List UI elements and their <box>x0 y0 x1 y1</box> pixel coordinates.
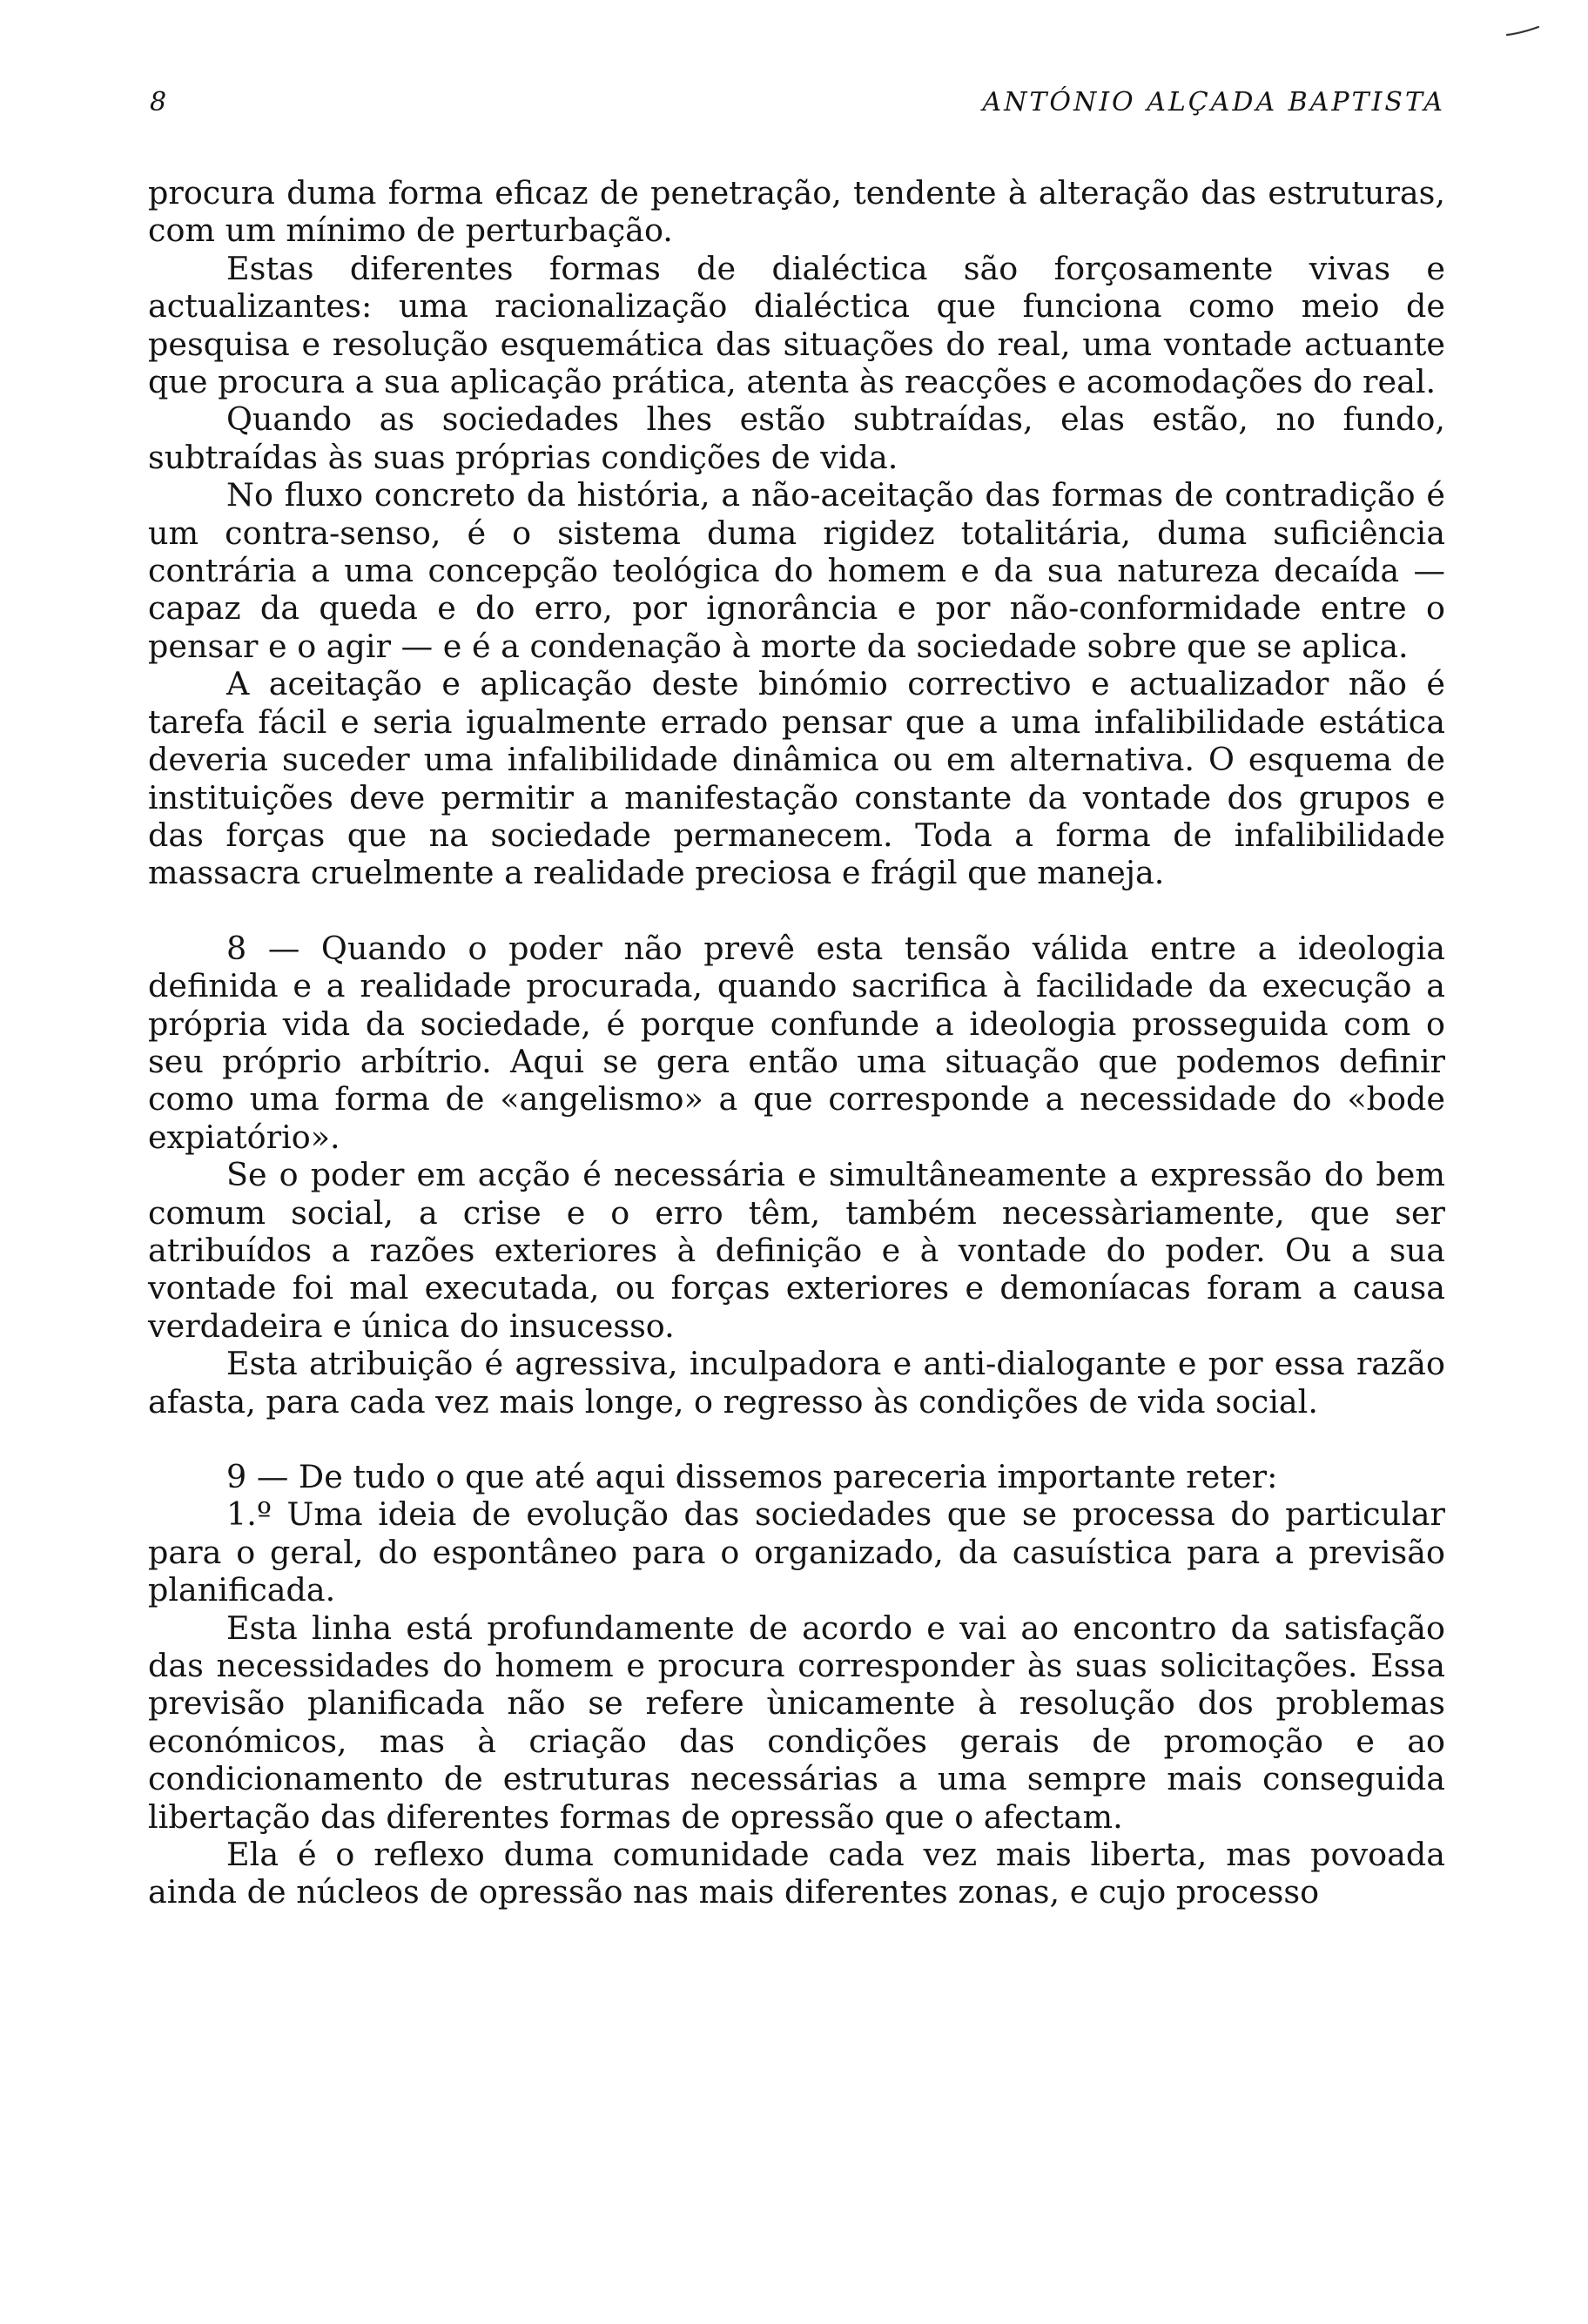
section-8-paragraph: 8 — Quando o poder não prevê esta tensão válida entre a ideologia definida e a realidade procurada, quando sacrifica à facilidade da execução a própria vida da sociedade, é porque confunde a ideologia prosseguida com o seu próprio arbítrio. Aqui se gera então uma situação que podemos definir como uma forma de «angelismo» a que corresponde a necessidade do «bode expiatório». <box>148 929 1445 1156</box>
paragraph: No fluxo concreto da história, a não-aceitação das formas de contradição é um contra-senso, é o sistema duma rigidez totalitária, duma suficiência contrária a uma concepção teológica do homem e da sua natureza decaída — capaz da queda e do erro, por ignorância e por não-conformidade entre o pensar e o agir — e é a condenação à morte da sociedade sobre que se aplica. <box>148 476 1445 665</box>
page-number: 8 <box>150 87 170 118</box>
paragraph: procura duma forma eficaz de penetração, tendente à alteração das estruturas, com um mínimo de perturbação. <box>148 174 1445 250</box>
pencil-mark-icon <box>1505 26 1540 37</box>
paragraph: Quando as sociedades lhes estão subtraídas, elas estão, no fundo, subtraídas às suas próprias condições de vida. <box>148 400 1445 476</box>
section-9-paragraph: 9 — De tudo o que até aqui dissemos pareceria importante reter: <box>226 1458 1278 1495</box>
running-head <box>148 87 1445 131</box>
paragraph: Esta linha está profundamente de acordo e vai ao encontro da satisfação das necessidades do homem e procura corresponder às suas solicitações. Essa previsão planificada não se refere ùnicamente à resolução dos problemas económicos, mas à criação das condições gerais de promoção e ao condicionamento de estruturas necessárias a uma sempre mais conseguida libertação das diferentes formas de opressão que o afectam. <box>148 1609 1445 1836</box>
paragraph: Esta atribuição é agressiva, inculpadora e anti-dialogante e por essa razão afasta, para cada vez mais longe, o regresso às condições de vida social. <box>148 1345 1445 1421</box>
paragraph: Ela é o reflexo duma comunidade cada vez mais liberta, mas povoada ainda de núcleos de opressão nas mais diferentes zonas, e cujo processo <box>148 1836 1445 1911</box>
paragraph: Estas diferentes formas de dialéctica são forçosamente vivas e actualizantes: uma racionalização dialéctica que funciona como meio de pesquisa e resolução esquemática das situações do real, uma vontade actuante que procura a sua aplicação prática, atenta às reacções e acomodações do real. <box>148 249 1445 401</box>
body-text <box>148 174 1445 1911</box>
running-title: ANTÓNIO ALÇADA BAPTISTA <box>982 87 1445 118</box>
paragraph: Se o poder em acção é necessária e simultâneamente a expressão do bem comum social, a crise e o erro têm, também necessàriamente, que ser atribuídos a razões exteriores à definição e à vontade do poder. Ou a sua vontade foi mal executada, ou forças exteriores e demoníacas foram a causa verdadeira e única do insucesso. <box>148 1156 1445 1345</box>
list-item-paragraph: 1.º Uma ideia de evolução das sociedades que se processa do particular para o geral, do espontâneo para o organizado, da casuística para a previsão planificada. <box>148 1495 1445 1609</box>
paragraph: A aceitação e aplicação deste binómio correctivo e actualizador não é tarefa fácil e seria igualmente errado pensar que a uma infalibilidade estática deveria suceder uma infalibilidade dinâmica ou em alternativa. O esquema de instituições deve permitir a manifestação constante da vontade dos grupos e das forças que na sociedade permanecem. Toda a forma de infalibilidade massacra cruelmente a realidade preciosa e frágil que maneja. <box>148 665 1445 892</box>
book-page <box>148 87 1445 2246</box>
